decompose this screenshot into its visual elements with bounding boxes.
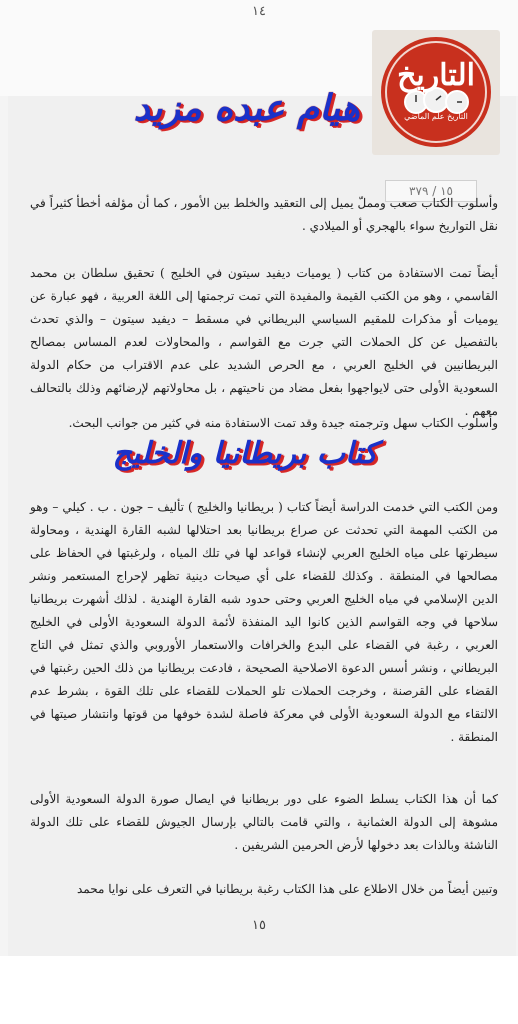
author-overlay: هيام عبده مزيد bbox=[133, 88, 360, 129]
channel-logo[interactable] bbox=[372, 30, 500, 155]
paragraph-3: وأسلوب الكتاب سهل وترجمته جيدة وقد تمت الاستفادة منه في كثير من جوانب البحث. bbox=[68, 416, 498, 430]
paragraph-6: وتبين أيضاً من خلال الاطلاع على هذا الكتاب رغبة بريطانيا في التعرف على نوايا محمد bbox=[76, 882, 498, 896]
paragraph-2: أيضاً تمت الاستفادة من كتاب ( يوميات ديفيد سيتون في الخليج ) تحقيق سلطان بن محمد القاسمي ، وهو من الكتب القيمة والمفيدة التي تمت ترجمتها إلى اللغة العربية ، فهو عبارة عن يوميات أو مذكرات للمقيم السياسي البريطاني في مسقط – ديفيد سيتون – والذي تحدث بالتفصيل عن كل الحملات التي جرت مع القواسم ، والمحاولات لعدم المساس بمصالح البريطانيين في الخليج العربي ، مع الحرص الشديد على عدم الاقتراب من حكام الدولة السعودية الأولى حتى لايواجهوا بفعل مضاد من ناحيتهم ، بل محاولاتهم لإرضائهم وذلك بالتحالف معهم . bbox=[30, 266, 498, 418]
paragraph-5: كما أن هذا الكتاب يسلط الضوء على دور بريطانيا في ايصال صورة الدولة السعودية الأولى مشوهة إلى الدولة العثمانية ، والتي قامت بالتالي بإرسال الجيوش للقضاء على تلك الدولة الناشئة وبالذات بعد دخولها لأرض الحرمين الشريفين . bbox=[30, 792, 498, 852]
paragraph-1: وأسلوب الكتاب صعب ومملّ يميل إلى التعقيد والخلط بين الأمور ، كما أن مؤلفه أخطأ كثيراً في نقل التواريخ سواء بالهجري أو الميلادي . bbox=[30, 196, 498, 233]
page-number-top: ١٤ bbox=[252, 4, 266, 19]
page-counter: ١٥ / ٣٧٩ bbox=[385, 180, 477, 202]
logo-title: التاريخ bbox=[397, 58, 475, 93]
blank-bottom-area bbox=[0, 956, 518, 1024]
book-title-overlay: كتاب بريطانيا والخليج bbox=[112, 436, 378, 471]
paragraph-4: ومن الكتب التي خدمت الدراسة أيضاً كتاب ( بريطانيا والخليج ) تأليف – جون . ب . كيلي – وهو من الكتب المهمة التي تحدثت عن صراع بريطانيا بعد احتلالها لشبه القارة الهندية ، ومحاولة سيطرتها على مياه الخليج العربي لإنشاء قواعد لها في تلك المياه ، ولرغبتها في الحفاظ على مصالحها في المنطقة . وكذلك للقضاء على أي صيحات دينية تظهر لإحراج المستعمر ونشر الدين الإسلامي في مياه الخليج العربي وحتى حدود شبه القارة الهندية . لذلك أشهرت بريطانيا سلاحها في وجه القواسم الذين كانوا اليد المنفذة لأئمة الدولة السعودية الأولى في الخليج العربي ، رغبة في القضاء على البدع والخرافات والاستعمار الأوروبي والذي تمثل في التاج البريطاني ، ونشر أسس الدعوة الاصلاحية الصحيحة ، فادعت بريطانيا من ذلك الحين رغبتها في القضاء على القرصنة ، وخرجت الحملات تلو الحملات للقضاء على تلك القوة ، بشرط عدم الالتقاء مع الدولة السعودية الأولى في معركة فاصلة لشدة خوفها من قوتها وانتشار صيتها في المنطقة . bbox=[30, 500, 498, 744]
page-number-bottom: ١٥ bbox=[252, 918, 266, 933]
logo-subtitle: التاريخ علم الماضي bbox=[404, 112, 468, 121]
